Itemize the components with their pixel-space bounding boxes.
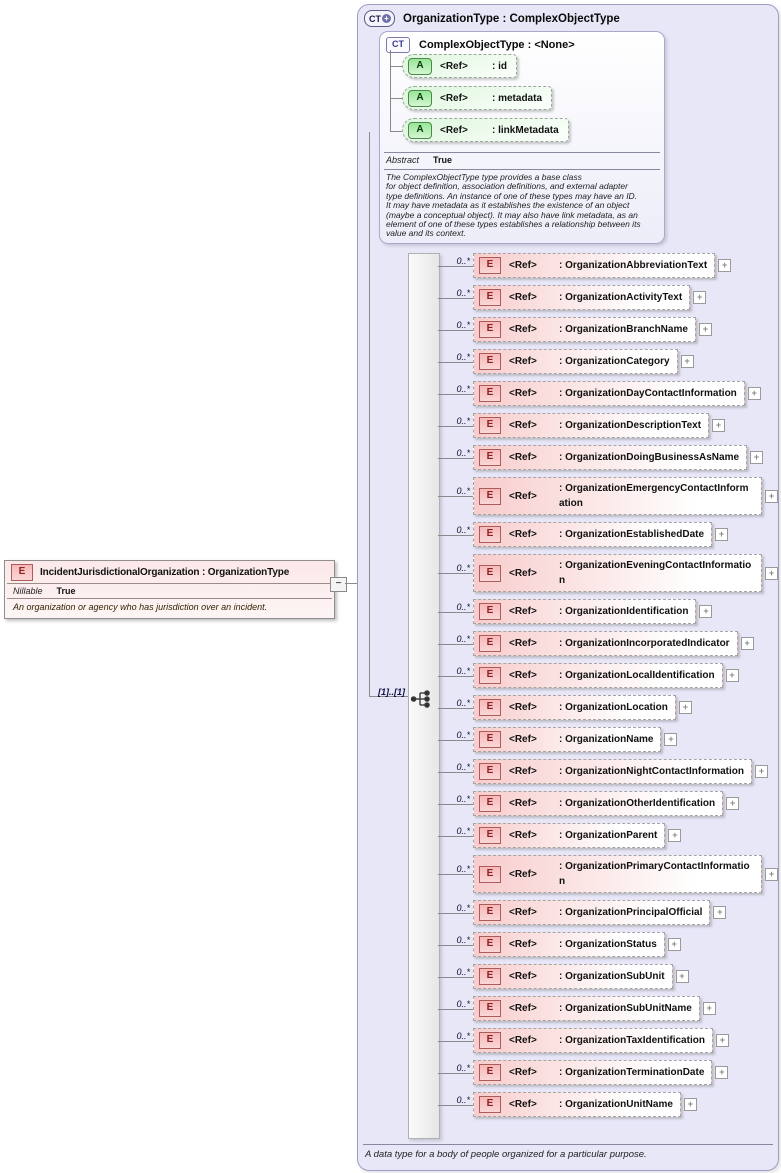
connector-line: [438, 349, 473, 374]
cardinality-label: 0..*: [456, 447, 470, 458]
collapse-toggle[interactable]: −: [330, 577, 347, 592]
type-header: [364, 10, 620, 27]
connector-line: [390, 50, 391, 132]
element-row: [438, 349, 778, 374]
expand-icon[interactable]: +: [703, 1002, 716, 1015]
element-badge: E: [479, 795, 501, 812]
connector-line: [438, 695, 473, 720]
expand-icon[interactable]: +: [713, 906, 726, 919]
expand-icon[interactable]: +: [726, 669, 739, 682]
nillable-value: True: [56, 586, 76, 596]
element-row: [438, 381, 778, 406]
expand-icon[interactable]: +: [718, 259, 731, 272]
element-badge: E: [479, 488, 501, 505]
element-row: [438, 317, 778, 342]
type-description: A data type for a body of people organized for a particular purpose.: [365, 1149, 647, 1160]
base-type-description: [386, 173, 641, 239]
element-name: : OrganizationParent: [559, 830, 658, 841]
element-name: : OrganizationUnitName: [559, 1099, 673, 1110]
element-ref-box[interactable]: [473, 413, 709, 438]
connector-line: [438, 759, 473, 784]
expand-icon[interactable]: +: [750, 451, 763, 464]
cardinality-label: 0..*: [456, 793, 470, 804]
element-badge: E: [479, 968, 501, 985]
element-badge: E: [479, 603, 501, 620]
element-badge: E: [479, 667, 501, 684]
element-row: [438, 445, 778, 470]
ref-label: <Ref>: [509, 939, 537, 950]
root-element-box: [4, 560, 335, 619]
connector-line: [438, 381, 473, 406]
ref-label: <Ref>: [509, 734, 537, 745]
attribute-ref-box[interactable]: [402, 54, 517, 78]
divider: [363, 1144, 773, 1145]
abstract-value: True: [433, 155, 453, 165]
element-ref-box[interactable]: [473, 1028, 713, 1053]
element-name: : OrganizationDescriptionText: [559, 420, 702, 431]
ref-label: <Ref>: [509, 868, 537, 880]
cardinality-label: 0..*: [456, 966, 470, 977]
element-name: : OrganizationEstablishedDate: [559, 529, 705, 540]
connector-line: [390, 66, 402, 67]
cardinality-label: 0..*: [456, 1094, 470, 1105]
element-name: : OrganizationIdentification: [559, 606, 689, 617]
root-element-description: An organization or agency who has jurisdiction over an incident.: [13, 602, 268, 612]
element-name: : OrganizationStatus: [559, 939, 657, 950]
element-name: : OrganizationPrimaryContactInformation: [559, 861, 750, 887]
root-element-header: [5, 561, 334, 583]
element-name: : OrganizationLocation: [559, 702, 668, 713]
divider: [384, 169, 660, 170]
ref-label: <Ref>: [509, 971, 537, 982]
element-ref-box[interactable]: [473, 381, 745, 406]
complex-type-plus-badge[interactable]: [364, 10, 395, 27]
ct-badge: CT: [386, 37, 410, 53]
element-row: [438, 996, 778, 1021]
element-badge: E: [479, 289, 501, 306]
type-title: OrganizationType : ComplexObjectType: [403, 12, 620, 25]
expand-icon[interactable]: +: [693, 291, 706, 304]
ref-label: <Ref>: [509, 1067, 537, 1078]
element-badge: E: [479, 321, 501, 338]
element-name: : OrganizationBranchName: [559, 324, 688, 335]
expand-icon[interactable]: +: [712, 419, 725, 432]
cardinality-label: 0..*: [456, 825, 470, 836]
cardinality-label: 0..*: [456, 697, 470, 708]
expand-icon[interactable]: +: [715, 1066, 728, 1079]
connector-line: [438, 317, 473, 342]
element-ref-box[interactable]: [473, 759, 752, 784]
element-name: : OrganizationDayContactInformation: [559, 388, 737, 399]
expand-icon[interactable]: +: [748, 387, 761, 400]
connector-line: [438, 791, 473, 816]
ref-label: <Ref>: [509, 702, 537, 713]
ref-label: <Ref>: [509, 798, 537, 809]
expand-icon[interactable]: +: [715, 528, 728, 541]
ref-label: <Ref>: [509, 638, 537, 649]
base-type-box: [379, 31, 665, 244]
cardinality-label: 0..*: [456, 383, 470, 394]
connector-line: [438, 253, 473, 278]
cardinality-label: 0..*: [456, 729, 470, 740]
element-name: : OrganizationActivityText: [559, 292, 683, 303]
element-ref-box[interactable]: [473, 253, 715, 278]
element-row: [438, 855, 778, 893]
element-badge: E: [479, 635, 501, 652]
element-ref-box[interactable]: [473, 791, 723, 816]
element-row: [438, 1092, 778, 1117]
element-ref-box[interactable]: [473, 900, 710, 925]
element-ref-box[interactable]: [473, 445, 747, 470]
element-ref-box[interactable]: [473, 855, 762, 893]
element-badge: E: [479, 936, 501, 953]
expand-icon[interactable]: +: [668, 829, 681, 842]
element-badge: E: [479, 827, 501, 844]
plus-icon: +: [382, 14, 391, 23]
element-name: : OrganizationCategory: [559, 356, 670, 367]
element-row: [438, 599, 778, 624]
element-badge: E: [479, 763, 501, 780]
element-badge: E: [479, 385, 501, 402]
element-row: [438, 964, 778, 989]
cardinality-label: 0..*: [456, 998, 470, 1009]
connector-line: [438, 855, 473, 893]
element-ref-box[interactable]: [473, 727, 661, 752]
element-row: [438, 522, 778, 547]
attribute-badge: A: [408, 90, 432, 107]
element-row: [438, 900, 778, 925]
divider: [384, 152, 660, 153]
element-ref-box[interactable]: [473, 477, 762, 515]
ref-label: <Ref>: [509, 567, 537, 579]
sequence-icon: [410, 688, 434, 710]
connector-line: [438, 477, 473, 515]
ref-label: <Ref>: [440, 124, 468, 136]
ct-badge-label: CT: [369, 13, 381, 24]
description-line: value and its context.: [386, 228, 466, 239]
ref-label: <Ref>: [509, 1035, 537, 1046]
connector-line: [390, 131, 402, 132]
element-name: : OrganizationIncorporatedIndicator: [559, 638, 730, 649]
connector-line: [438, 631, 473, 656]
base-type-header: [386, 37, 575, 53]
ref-label: <Ref>: [509, 356, 537, 367]
element-row: [438, 695, 778, 720]
element-row: [438, 1060, 778, 1085]
connector-line: [438, 823, 473, 848]
cardinality-label: 0..*: [456, 1062, 470, 1073]
element-row: [438, 253, 778, 278]
ref-label: <Ref>: [509, 606, 537, 617]
element-row: [438, 663, 778, 688]
connector-line: [390, 98, 402, 99]
abstract-label: Abstract: [386, 155, 420, 165]
element-badge: E: [479, 449, 501, 466]
element-row: [438, 932, 778, 957]
element-name: : OrganizationTerminationDate: [559, 1067, 705, 1078]
ref-label: <Ref>: [440, 60, 468, 72]
ref-label: <Ref>: [509, 907, 537, 918]
expand-icon[interactable]: +: [684, 1098, 697, 1111]
cardinality-label: 0..*: [456, 319, 470, 330]
connector-line: [438, 285, 473, 310]
element-badge: E: [479, 1096, 501, 1113]
expand-icon[interactable]: +: [765, 567, 778, 580]
ref-label: <Ref>: [509, 490, 537, 502]
ref-label: <Ref>: [440, 92, 468, 104]
attribute-name: : linkMetadata: [492, 124, 559, 136]
connector-line: [438, 599, 473, 624]
element-name: : OrganizationOtherIdentification: [559, 798, 716, 809]
element-ref-box[interactable]: [473, 932, 665, 957]
connector-line: [438, 1092, 473, 1117]
base-type-title: ComplexObjectType : <None>: [419, 39, 575, 51]
element-ref-box[interactable]: [473, 663, 723, 688]
ref-label: <Ref>: [509, 766, 537, 777]
ref-label: <Ref>: [509, 529, 537, 540]
description-line: type definitions. An instance of one of these types may have an ID.: [386, 190, 638, 201]
connector-line: [438, 996, 473, 1021]
ref-label: <Ref>: [509, 420, 537, 431]
expand-icon[interactable]: +: [716, 1034, 729, 1047]
description-line: element of one of these types establishes a relationship between its: [386, 219, 641, 230]
element-name: : OrganizationPrincipalOfficial: [559, 907, 703, 918]
root-element-title: IncidentJurisdictionalOrganization : OrganizationType: [40, 567, 290, 578]
element-name: : OrganizationTaxIdentification: [559, 1035, 705, 1046]
element-row: [438, 631, 778, 656]
attribute-badge: A: [408, 122, 432, 139]
cardinality-label: 0..*: [456, 665, 470, 676]
attribute-name: : metadata: [492, 92, 543, 104]
cardinality-label: 0..*: [456, 934, 470, 945]
expand-icon[interactable]: +: [676, 970, 689, 983]
nillable-row: [5, 584, 334, 598]
cardinality-label: 0..*: [456, 563, 470, 573]
nillable-label: Nillable: [13, 586, 43, 596]
element-badge: E: [479, 1000, 501, 1017]
connector-line: [438, 445, 473, 470]
description-line: (maybe a conceptual object). It may also have link metadata, as an: [386, 209, 638, 220]
cardinality-label: 0..*: [456, 902, 470, 913]
element-list: [438, 253, 778, 1117]
element-ref-box[interactable]: [473, 996, 700, 1021]
sequence-cardinality: [1]..[1]: [378, 687, 405, 697]
element-ref-box[interactable]: [473, 285, 690, 310]
connector-line: [438, 413, 473, 438]
cardinality-label: 0..*: [456, 351, 470, 362]
element-badge: E: [479, 565, 501, 582]
expand-icon[interactable]: +: [679, 701, 692, 714]
expand-icon[interactable]: +: [755, 765, 768, 778]
element-row: [438, 285, 778, 310]
element-ref-box[interactable]: [473, 823, 665, 848]
element-row: [438, 1028, 778, 1053]
element-badge: E: [11, 564, 33, 581]
element-badge: E: [479, 699, 501, 716]
description-line: The ComplexObjectType type provides a base class: [386, 172, 582, 182]
connector-line: [438, 932, 473, 957]
expand-icon[interactable]: +: [765, 490, 778, 503]
element-ref-box[interactable]: [473, 599, 696, 624]
cardinality-label: 0..*: [456, 761, 470, 772]
cardinality-label: 0..*: [456, 633, 470, 644]
element-ref-box[interactable]: [473, 522, 712, 547]
element-row: [438, 823, 778, 848]
element-badge: E: [479, 731, 501, 748]
element-name: : OrganizationEmergencyContactInformation: [559, 483, 749, 509]
element-row: [438, 413, 778, 438]
connector-line: [369, 132, 370, 697]
expand-icon[interactable]: +: [664, 733, 677, 746]
cardinality-label: 0..*: [456, 1030, 470, 1041]
element-row: [438, 791, 778, 816]
cardinality-label: 0..*: [456, 255, 470, 266]
element-row: [438, 554, 778, 592]
element-ref-box[interactable]: [473, 964, 673, 989]
cardinality-label: 0..*: [456, 524, 470, 535]
element-name: : OrganizationSubUnit: [559, 971, 665, 982]
cardinality-label: 0..*: [456, 601, 470, 612]
ref-label: <Ref>: [509, 324, 537, 335]
expand-icon[interactable]: +: [699, 605, 712, 618]
cardinality-label: 0..*: [456, 486, 470, 496]
attribute-list: [402, 54, 569, 142]
ref-label: <Ref>: [509, 292, 537, 303]
cardinality-label: 0..*: [456, 415, 470, 426]
connector-line: [438, 900, 473, 925]
expand-icon[interactable]: +: [668, 938, 681, 951]
connector-line: [438, 964, 473, 989]
element-badge: E: [479, 417, 501, 434]
expand-icon[interactable]: +: [765, 868, 778, 881]
cardinality-label: 0..*: [456, 287, 470, 298]
element-ref-box[interactable]: [473, 349, 678, 374]
attribute-ref-box[interactable]: [402, 118, 569, 142]
cardinality-label: 0..*: [456, 864, 470, 874]
connector-line: [438, 522, 473, 547]
element-name: : OrganizationLocalIdentification: [559, 670, 715, 681]
element-ref-box[interactable]: [473, 631, 738, 656]
ref-label: <Ref>: [509, 670, 537, 681]
element-name: : OrganizationEveningContactInformation: [559, 560, 752, 586]
attribute-badge: A: [408, 58, 432, 75]
element-name: : OrganizationNightContactInformation: [559, 766, 744, 777]
attribute-ref-box[interactable]: [402, 86, 552, 110]
connector-line: [438, 727, 473, 752]
abstract-row: [386, 155, 452, 165]
element-row: [438, 759, 778, 784]
ref-label: <Ref>: [509, 1003, 537, 1014]
ref-label: <Ref>: [509, 388, 537, 399]
connector-line: [438, 1060, 473, 1085]
element-name: : OrganizationName: [559, 734, 654, 745]
element-ref-box[interactable]: [473, 1060, 712, 1085]
element-badge: E: [479, 866, 501, 883]
description-line: It may have metadata as it establishes the existence of an object: [386, 200, 630, 211]
element-name: : OrganizationDoingBusinessAsName: [559, 452, 740, 463]
attribute-name: : id: [492, 60, 507, 72]
element-name: : OrganizationAbbreviationText: [559, 260, 708, 271]
element-badge: E: [479, 526, 501, 543]
element-badge: E: [479, 1032, 501, 1049]
element-ref-box[interactable]: [473, 695, 676, 720]
ref-label: <Ref>: [509, 260, 537, 271]
expand-icon[interactable]: +: [741, 637, 754, 650]
element-name: : OrganizationSubUnitName: [559, 1003, 692, 1014]
element-badge: E: [479, 257, 501, 274]
element-row: [438, 477, 778, 515]
element-ref-box[interactable]: [473, 1092, 681, 1117]
description-line: for object definition, association definitions, and external adapter: [386, 181, 628, 192]
connector-line: [438, 663, 473, 688]
expand-icon[interactable]: +: [699, 323, 712, 336]
connector-line: [438, 554, 473, 592]
element-ref-box[interactable]: [473, 554, 762, 592]
ref-label: <Ref>: [509, 1099, 537, 1110]
connector-line: [438, 1028, 473, 1053]
ref-label: <Ref>: [509, 452, 537, 463]
element-badge: E: [479, 904, 501, 921]
expand-icon[interactable]: +: [681, 355, 694, 368]
element-ref-box[interactable]: [473, 317, 696, 342]
expand-icon[interactable]: +: [726, 797, 739, 810]
ref-label: <Ref>: [509, 830, 537, 841]
element-badge: E: [479, 1064, 501, 1081]
type-container: [357, 4, 779, 1171]
element-badge: E: [479, 353, 501, 370]
element-row: [438, 727, 778, 752]
